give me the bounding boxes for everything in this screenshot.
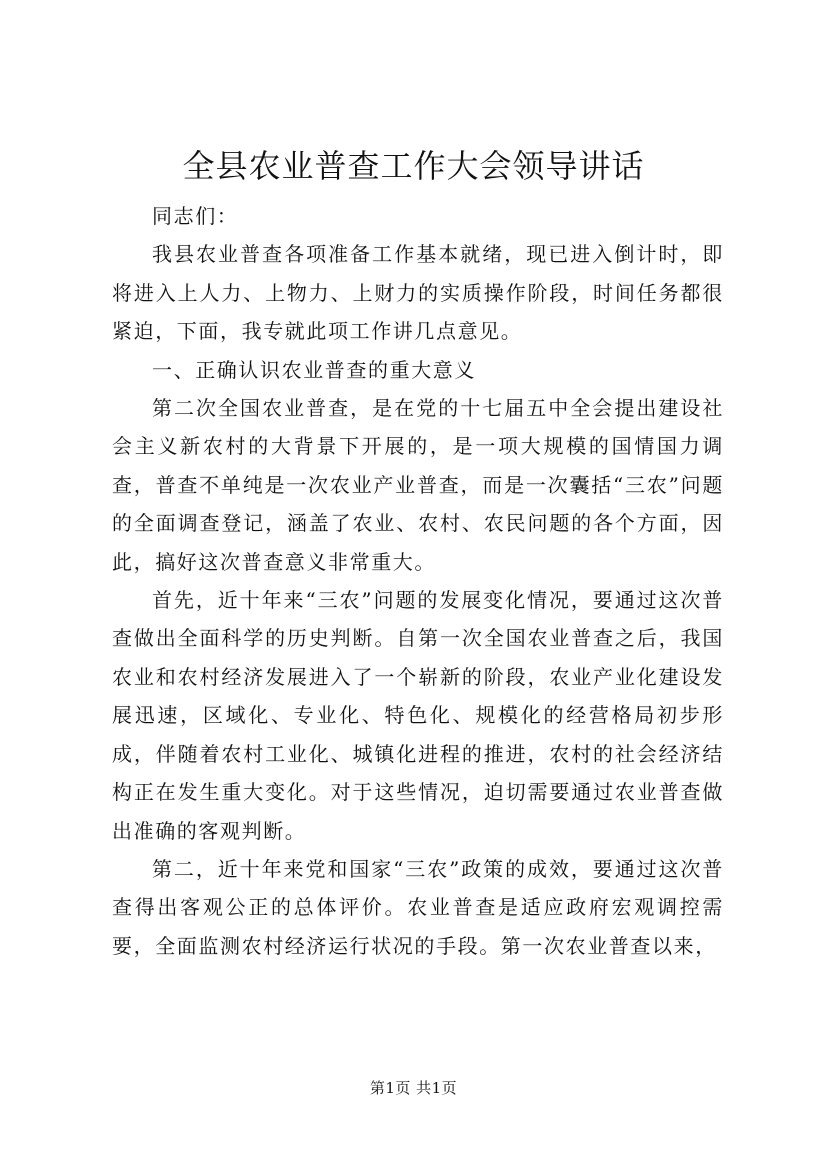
body-paragraph: 第二，近十年来党和国家“三农”政策的成效，要通过这次普查得出客观公正的总体评价。农业普查是适应政府宏观调控需要，全面监测农村经济运行状况的手段。第一次农业普查以来， [112, 856, 724, 958]
body-paragraph: 首先，近十年来“三农”问题的发展变化情况，要通过这次普查做出全面科学的历史判断。自第一次全国农业普查之后，我国农业和农村经济发展进入了一个崭新的阶段，农业产业化建设发展迅速，区域化、专业化、特色化、规模化的经营格局初步形成，伴随着农村工业化、城镇化进程的推进，农村的社会经济结构正在发生重大变化。对于这些情况，迫切需要通过农业普查做出准确的客观判断。 [112, 588, 724, 843]
page-footer: 第1页 共1页 [369, 1079, 458, 1097]
document-title: 全县农业普查工作大会领导讲话 [182, 147, 645, 185]
document-body [112, 197, 724, 965]
body-paragraph: 我县农业普查各项准备工作基本就绪，现已进入倒计时，即将进入上人力、上物力、上财力的实质操作阶段，时间任务都很紧迫，下面，我专就此项工作讲几点意见。 [112, 242, 724, 344]
body-paragraph: 第二次全国农业普查，是在党的十七届五中全会提出建设社会主义新农村的大背景下开展的，是一项大规模的国情国力调查，普查不单纯是一次农业产业普查，而是一次囊括“三农”问题的全面调查登记，涵盖了农业、农村、农民问题的各个方面，因此，搞好这次普查意义非常重大。 [112, 396, 724, 574]
section-heading: 一、正确认识农业普查的重大意义 [152, 357, 476, 382]
salutation-paragraph: 同志们： [152, 204, 239, 228]
